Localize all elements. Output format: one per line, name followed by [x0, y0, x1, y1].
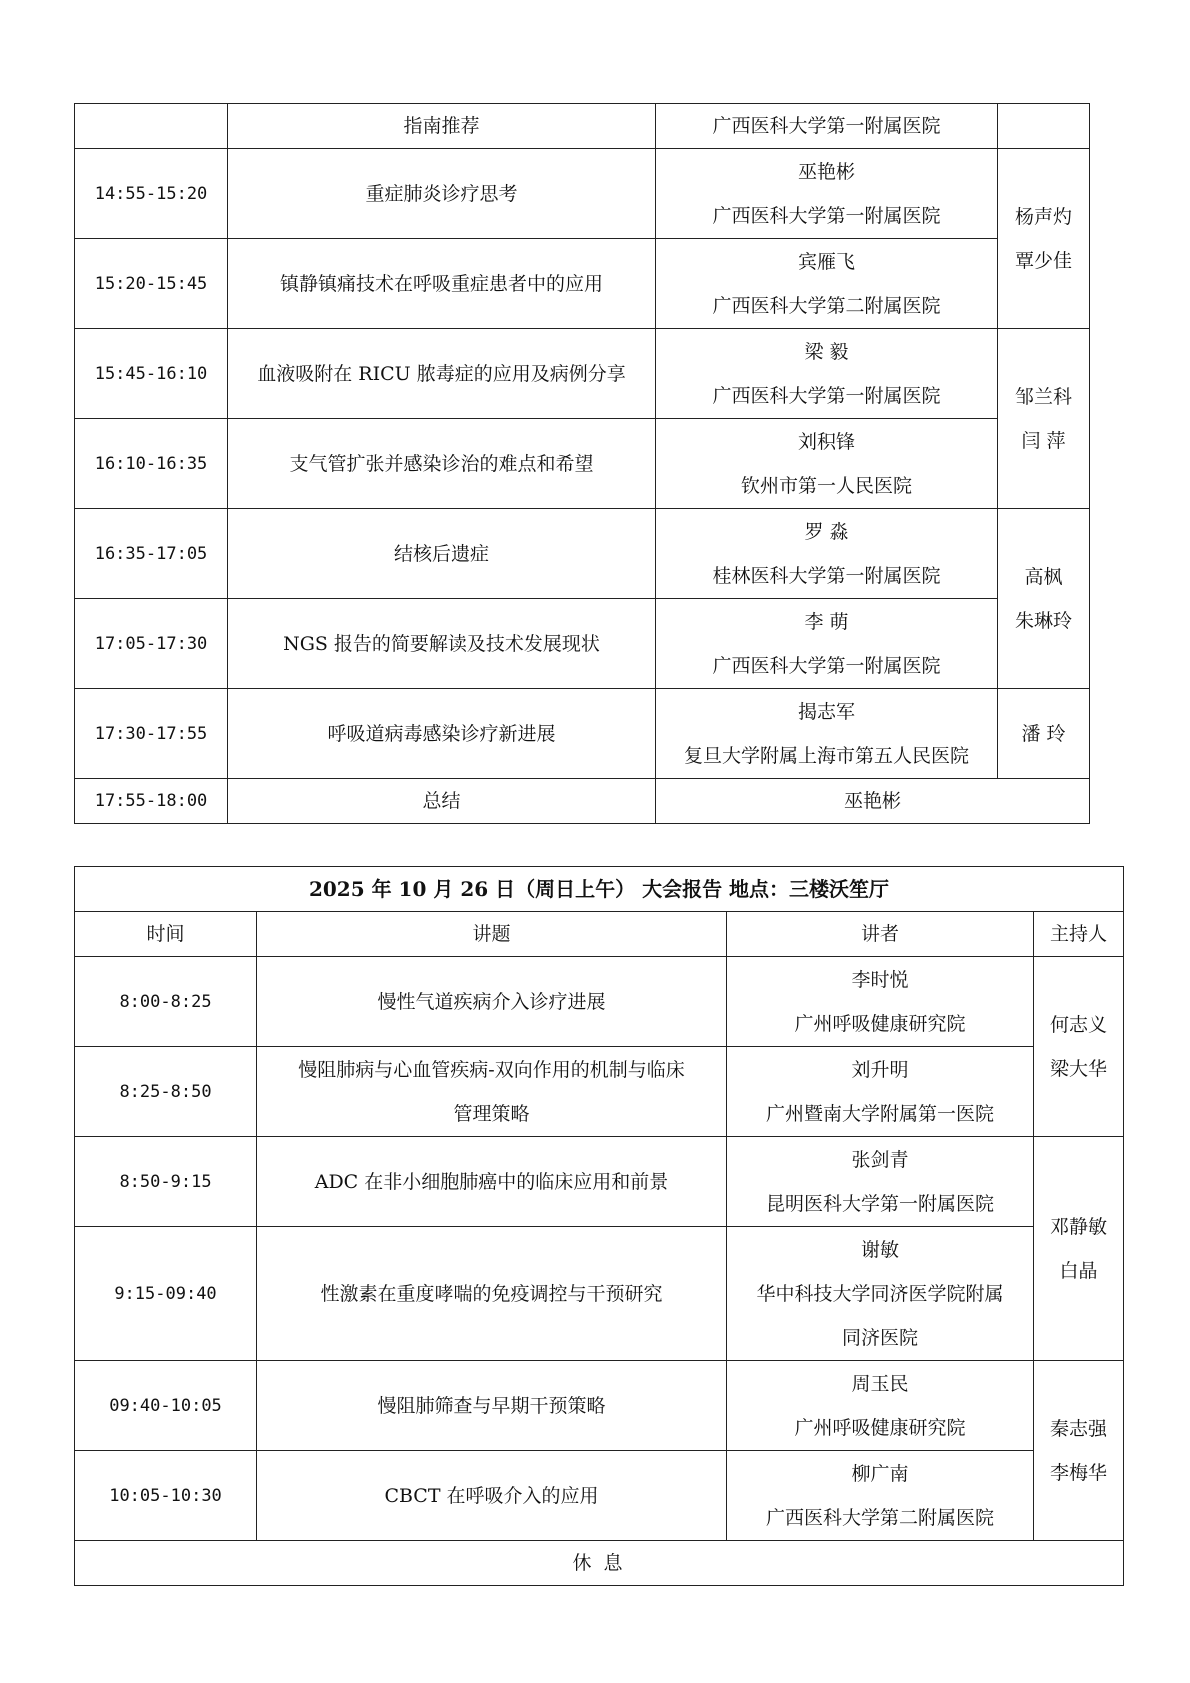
host-name: 朱琳玲	[1014, 609, 1072, 632]
host-cell	[998, 329, 1090, 509]
speaker-affiliation: 桂林医科大学第一附属医院	[712, 564, 941, 587]
speaker-cell	[656, 509, 998, 599]
table-row	[75, 149, 1090, 239]
speaker-affiliation: 华中科技大学同济医学院附属	[756, 1282, 1004, 1305]
host-cell	[998, 689, 1090, 779]
speaker-name: 罗 淼	[804, 520, 849, 543]
topic-line: 管理策略	[453, 1102, 530, 1125]
table-row	[75, 1227, 1124, 1361]
speaker-cell	[727, 1361, 1034, 1451]
table-row	[75, 1361, 1124, 1451]
speaker-cell	[656, 689, 998, 779]
table-row	[75, 509, 1090, 599]
topic-cell: 支气管扩张并感染诊治的难点和希望	[228, 419, 656, 509]
topic-cell	[257, 1361, 727, 1451]
speaker-affiliation: 钦州市第一人民医院	[740, 474, 912, 497]
time-cell: 17:55-18:00	[75, 779, 228, 824]
table-row	[75, 1451, 1124, 1541]
host-name: 杨声灼	[1014, 205, 1072, 228]
table-row	[75, 779, 1090, 824]
topic-line: CBCT 在呼吸介入的应用	[384, 1484, 599, 1507]
break-row: 休 息	[75, 1541, 1124, 1586]
speaker-name: 梁 毅	[804, 340, 849, 363]
topic-cell: 镇静镇痛技术在呼吸重症患者中的应用	[228, 239, 656, 329]
host-name: 梁大华	[1050, 1057, 1108, 1080]
host-cell	[1034, 1361, 1124, 1541]
speaker-cell	[656, 239, 998, 329]
speaker-name: 谢敏	[860, 1238, 899, 1261]
table-row	[75, 1047, 1124, 1137]
schedule-table-morning	[74, 866, 1124, 1586]
header-host: 主持人	[1034, 912, 1124, 957]
topic-cell: 血液吸附在 RICU 脓毒症的应用及病例分享	[228, 329, 656, 419]
speaker-affiliation: 广西医科大学第一附属医院	[712, 654, 941, 677]
time-cell: 16:10-16:35	[75, 419, 228, 509]
topic-cell	[257, 957, 727, 1047]
speaker-name: 刘升明	[851, 1058, 909, 1081]
affiliation-cell: 广西医科大学第一附属医院	[656, 104, 998, 149]
topic-cell: 重症肺炎诊疗思考	[228, 149, 656, 239]
topic-cell	[257, 1451, 727, 1541]
topic-line: 慢阻肺筛查与早期干预策略	[377, 1394, 606, 1417]
speaker-name: 巫艳彬	[797, 160, 855, 183]
topic-cell: NGS 报告的简要解读及技术发展现状	[228, 599, 656, 689]
speaker-name: 李时悦	[851, 968, 909, 991]
speaker-cell	[656, 419, 998, 509]
speaker-affiliation: 广州呼吸健康研究院	[794, 1012, 966, 1035]
host-name: 李梅华	[1050, 1461, 1108, 1484]
speaker-cell	[656, 149, 998, 239]
topic-line: 性激素在重度哮喘的免疫调控与干预研究	[320, 1282, 663, 1305]
host-name: 闫 萍	[1021, 429, 1066, 452]
table-row	[75, 239, 1090, 329]
time-cell: 8:50-9:15	[75, 1137, 257, 1227]
speaker-cell	[727, 1047, 1034, 1137]
topic-cell	[257, 1137, 727, 1227]
speaker-cell: 巫艳彬	[656, 779, 1090, 824]
speaker-cell	[656, 599, 998, 689]
time-cell: 17:30-17:55	[75, 689, 228, 779]
table-row	[75, 419, 1090, 509]
host-name: 邓静敏	[1050, 1215, 1108, 1238]
topic-cell: 总结	[228, 779, 656, 824]
table-row	[75, 1137, 1124, 1227]
topic-line: 慢阻肺病与心血管疾病-双向作用的机制与临床	[298, 1058, 685, 1081]
time-cell: 17:05-17:30	[75, 599, 228, 689]
header-topic: 讲题	[257, 912, 727, 957]
speaker-affiliation: 广州呼吸健康研究院	[794, 1416, 966, 1439]
host-name: 潘 玲	[1021, 722, 1066, 745]
topic-line: ADC 在非小细胞肺癌中的临床应用和前景	[314, 1170, 669, 1193]
topic-cell: 指南推荐	[228, 104, 656, 149]
time-cell: 14:55-15:20	[75, 149, 228, 239]
host-cell	[1034, 957, 1124, 1137]
time-cell	[75, 104, 228, 149]
table-row	[75, 689, 1090, 779]
session-title: 2025 年 10 月 26 日（周日上午） 大会报告 地点：三楼沃笙厅	[75, 867, 1124, 912]
host-name: 白晶	[1059, 1259, 1098, 1282]
time-cell: 8:00-8:25	[75, 957, 257, 1047]
topic-cell: 结核后遗症	[228, 509, 656, 599]
time-cell: 09:40-10:05	[75, 1361, 257, 1451]
speaker-cell	[727, 957, 1034, 1047]
speaker-affiliation: 广西医科大学第二附属医院	[765, 1506, 994, 1529]
speaker-affiliation: 广西医科大学第一附属医院	[712, 384, 941, 407]
speaker-name: 揭志军	[797, 700, 855, 723]
speaker-cell	[656, 329, 998, 419]
host-name: 秦志强	[1050, 1417, 1108, 1440]
speaker-name: 周玉民	[851, 1372, 909, 1395]
time-cell: 16:35-17:05	[75, 509, 228, 599]
time-cell: 15:45-16:10	[75, 329, 228, 419]
host-name: 何志义	[1050, 1013, 1108, 1036]
speaker-cell	[727, 1227, 1034, 1361]
table-row	[75, 599, 1090, 689]
speaker-affiliation: 广州暨南大学附属第一医院	[765, 1102, 994, 1125]
time-cell: 9:15-09:40	[75, 1227, 257, 1361]
time-cell: 10:05-10:30	[75, 1451, 257, 1541]
speaker-affiliation: 昆明医科大学第一附属医院	[765, 1192, 994, 1215]
schedule-table-afternoon	[74, 103, 1090, 824]
host-cell	[1034, 1137, 1124, 1361]
speaker-affiliation: 广西医科大学第一附属医院	[712, 204, 941, 227]
topic-cell	[257, 1047, 727, 1137]
header-speaker: 讲者	[727, 912, 1034, 957]
speaker-name: 宾雁飞	[797, 250, 855, 273]
host-cell	[998, 104, 1090, 149]
host-name: 覃少佳	[1014, 249, 1072, 272]
speaker-cell	[727, 1451, 1034, 1541]
speaker-name: 张剑青	[851, 1148, 909, 1171]
table-row	[75, 329, 1090, 419]
time-cell: 8:25-8:50	[75, 1047, 257, 1137]
speaker-affiliation: 同济医院	[841, 1326, 918, 1349]
topic-cell	[257, 1227, 727, 1361]
speaker-name: 柳广南	[851, 1462, 909, 1485]
header-time: 时间	[75, 912, 257, 957]
speaker-affiliation: 复旦大学附属上海市第五人民医院	[683, 744, 969, 767]
topic-line: 慢性气道疾病介入诊疗进展	[377, 990, 606, 1013]
host-name: 邹兰科	[1014, 385, 1072, 408]
speaker-name: 李 萌	[804, 610, 849, 633]
table-row	[75, 957, 1124, 1047]
speaker-name: 刘积锋	[797, 430, 855, 453]
host-name: 高枫	[1024, 565, 1063, 588]
speaker-cell	[727, 1137, 1034, 1227]
speaker-affiliation: 广西医科大学第二附属医院	[712, 294, 941, 317]
time-cell: 15:20-15:45	[75, 239, 228, 329]
host-cell	[998, 509, 1090, 689]
host-cell	[998, 149, 1090, 329]
topic-cell: 呼吸道病毒感染诊疗新进展	[228, 689, 656, 779]
